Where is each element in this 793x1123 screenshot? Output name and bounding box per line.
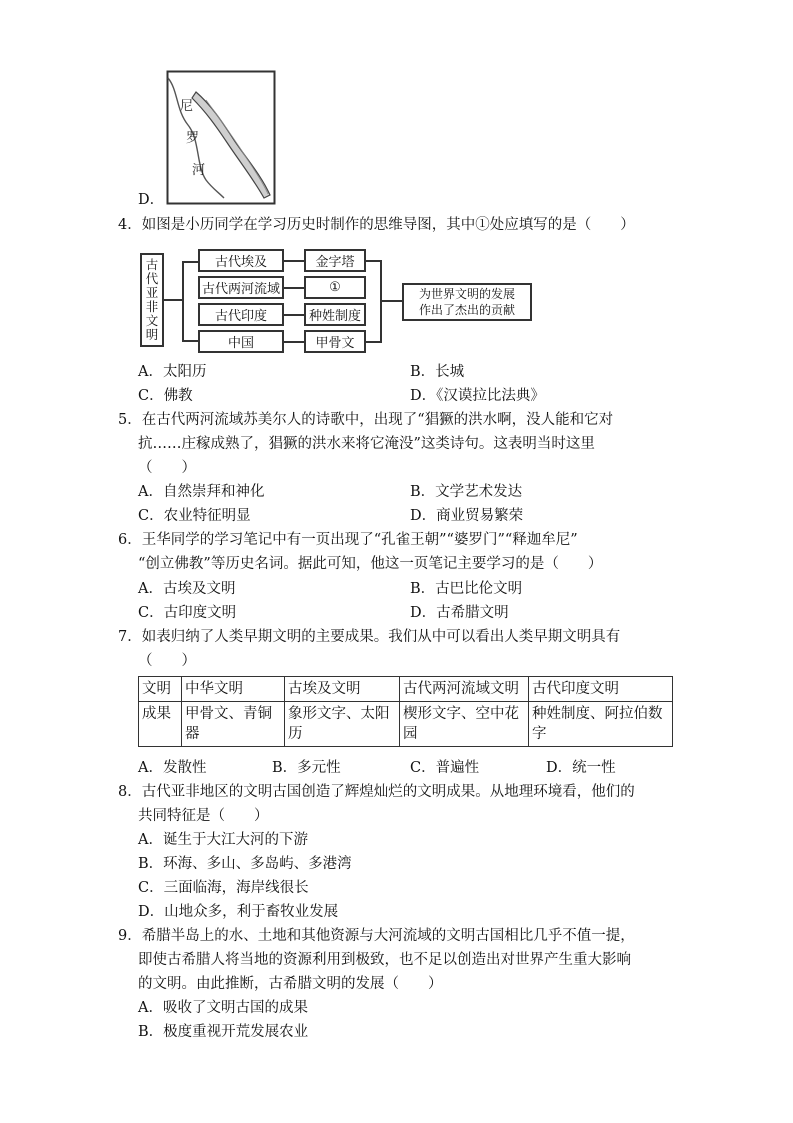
q9-option-a[interactable]: A．吸收了文明古国的成果 (138, 1000, 308, 1016)
mindmap-civ-egypt: 古代埃及 (198, 249, 284, 272)
table-cell: 中华文明 (182, 677, 285, 702)
q5-option-c[interactable]: C．农业特征明显 (138, 508, 251, 524)
mindmap-civ-mesopotamia: 古代两河流域 (198, 276, 284, 299)
q7-stem-1: 7．如表归纳了人类早期文明的主要成果。我们从中可以看出人类早期文明具有 (118, 629, 621, 645)
q7-option-a[interactable]: A．发散性 (138, 760, 207, 776)
table-cell: 象形文字、太阳历 (285, 702, 400, 747)
mindmap-ach-caste: 种姓制度 (304, 303, 366, 326)
q5-option-b[interactable]: B．文学艺术发达 (410, 484, 523, 500)
table-cell: 古埃及文明 (285, 677, 400, 702)
q6-option-b[interactable]: B．古巴比伦文明 (410, 581, 523, 597)
q6-stem-1: 6．王华同学的学习笔记中有一页出现了“孔雀王朝”“婆罗门”“释迦牟尼” (118, 532, 578, 548)
table-row (139, 702, 673, 747)
q5-option-d[interactable]: D．商业贸易繁荣 (410, 508, 524, 524)
table-cell: 古代两河流域文明 (400, 677, 529, 702)
mindmap-civ-china: 中国 (198, 330, 284, 353)
q8-option-b[interactable]: B．环海、多山、多岛屿、多港湾 (138, 856, 352, 872)
table-cell: 甲骨文、青铜器 (182, 702, 285, 747)
mindmap-conclusion: 为世界文明的发展 作出了杰出的贡献 (402, 283, 532, 321)
q4-option-d[interactable]: D．《汉谟拉比法典》 (410, 388, 545, 404)
table-cell: 古代印度文明 (529, 677, 673, 702)
nile-river-map (166, 70, 276, 205)
mindmap-ach-blank: ① (304, 276, 366, 299)
q5-stem-2: 抗……庄稼成熟了，猖獗的洪水来将它淹没”这类诗句。这表明当时这里 (138, 436, 595, 452)
q7-option-c[interactable]: C．普遍性 (410, 760, 480, 776)
table-cell: 文明 (139, 677, 182, 702)
mindmap-root: 古 代 亚 非 文 明 (140, 253, 164, 347)
mindmap-ach-oracle: 甲骨文 (304, 330, 366, 353)
q5-stem-3: （ ） (138, 460, 196, 476)
q8-option-d[interactable]: D．山地众多，利于畜牧业发展 (138, 904, 339, 920)
map-label-3: 河 (192, 163, 206, 178)
q8-option-c[interactable]: C．三面临海，海岸线很长 (138, 880, 309, 896)
map-label-2: 罗 (186, 131, 200, 146)
q8-option-a[interactable]: A．诞生于大江大河的下游 (138, 832, 308, 848)
q8-stem-1: 8．古代亚非地区的文明古国创造了辉煌灿烂的文明成果。从地理环境看，他们的 (118, 784, 635, 800)
q8-stem-2: 共同特征是（ ） (138, 808, 269, 824)
table-cell: 楔形文字、空中花园 (400, 702, 529, 747)
q9-stem-3: 的文明。由此推断，古希腊文明的发展（ ） (138, 976, 443, 992)
q9-stem-1: 9．希腊半岛上的水、土地和其他资源与大河流域的文明古国相比几乎不值一提， (118, 928, 635, 944)
q6-stem-2: “创立佛教”等历史名词。据此可知，他这一页笔记主要学习的是（ ） (138, 556, 603, 572)
q4-option-a[interactable]: A．太阳历 (138, 364, 207, 380)
q4-mindmap (138, 245, 538, 357)
mindmap-civ-india: 古代印度 (198, 303, 284, 326)
q5-option-a[interactable]: A．自然崇拜和神化 (138, 484, 265, 500)
q9-option-b[interactable]: B．极度重视开荒发展农业 (138, 1024, 309, 1040)
q5-stem-1: 5．在古代两河流域苏美尔人的诗歌中，出现了“猖獗的洪水啊，没人能和它对 (118, 412, 614, 428)
q7-option-b[interactable]: B．多元性 (272, 760, 341, 776)
q7-stem-2: （ ） (138, 653, 196, 669)
q7-option-d[interactable]: D．统一性 (546, 760, 616, 776)
q6-option-a[interactable]: A．古埃及文明 (138, 581, 236, 597)
table-cell: 成果 (139, 702, 182, 747)
q4-stem: 4．如图是小历同学在学习历史时制作的思维导图，其中①处应填写的是（ ） (118, 217, 635, 233)
map-label-1: 尼 (180, 99, 194, 114)
q4-option-b[interactable]: B．长城 (410, 364, 465, 380)
q6-option-c[interactable]: C．古印度文明 (138, 605, 237, 621)
q3-option-d-label: D． (138, 192, 165, 208)
q4-option-c[interactable]: C．佛教 (138, 388, 193, 404)
q9-stem-2: 即使古希腊人将当地的资源利用到极致，也不足以创造出对世界产生重大影响 (138, 952, 631, 968)
q6-option-d[interactable]: D．古希腊文明 (410, 605, 509, 621)
table-cell: 种姓制度、阿拉伯数字 (529, 702, 673, 747)
mindmap-ach-pyramid: 金字塔 (304, 249, 366, 272)
table-row (139, 677, 673, 702)
q7-table (138, 676, 673, 747)
